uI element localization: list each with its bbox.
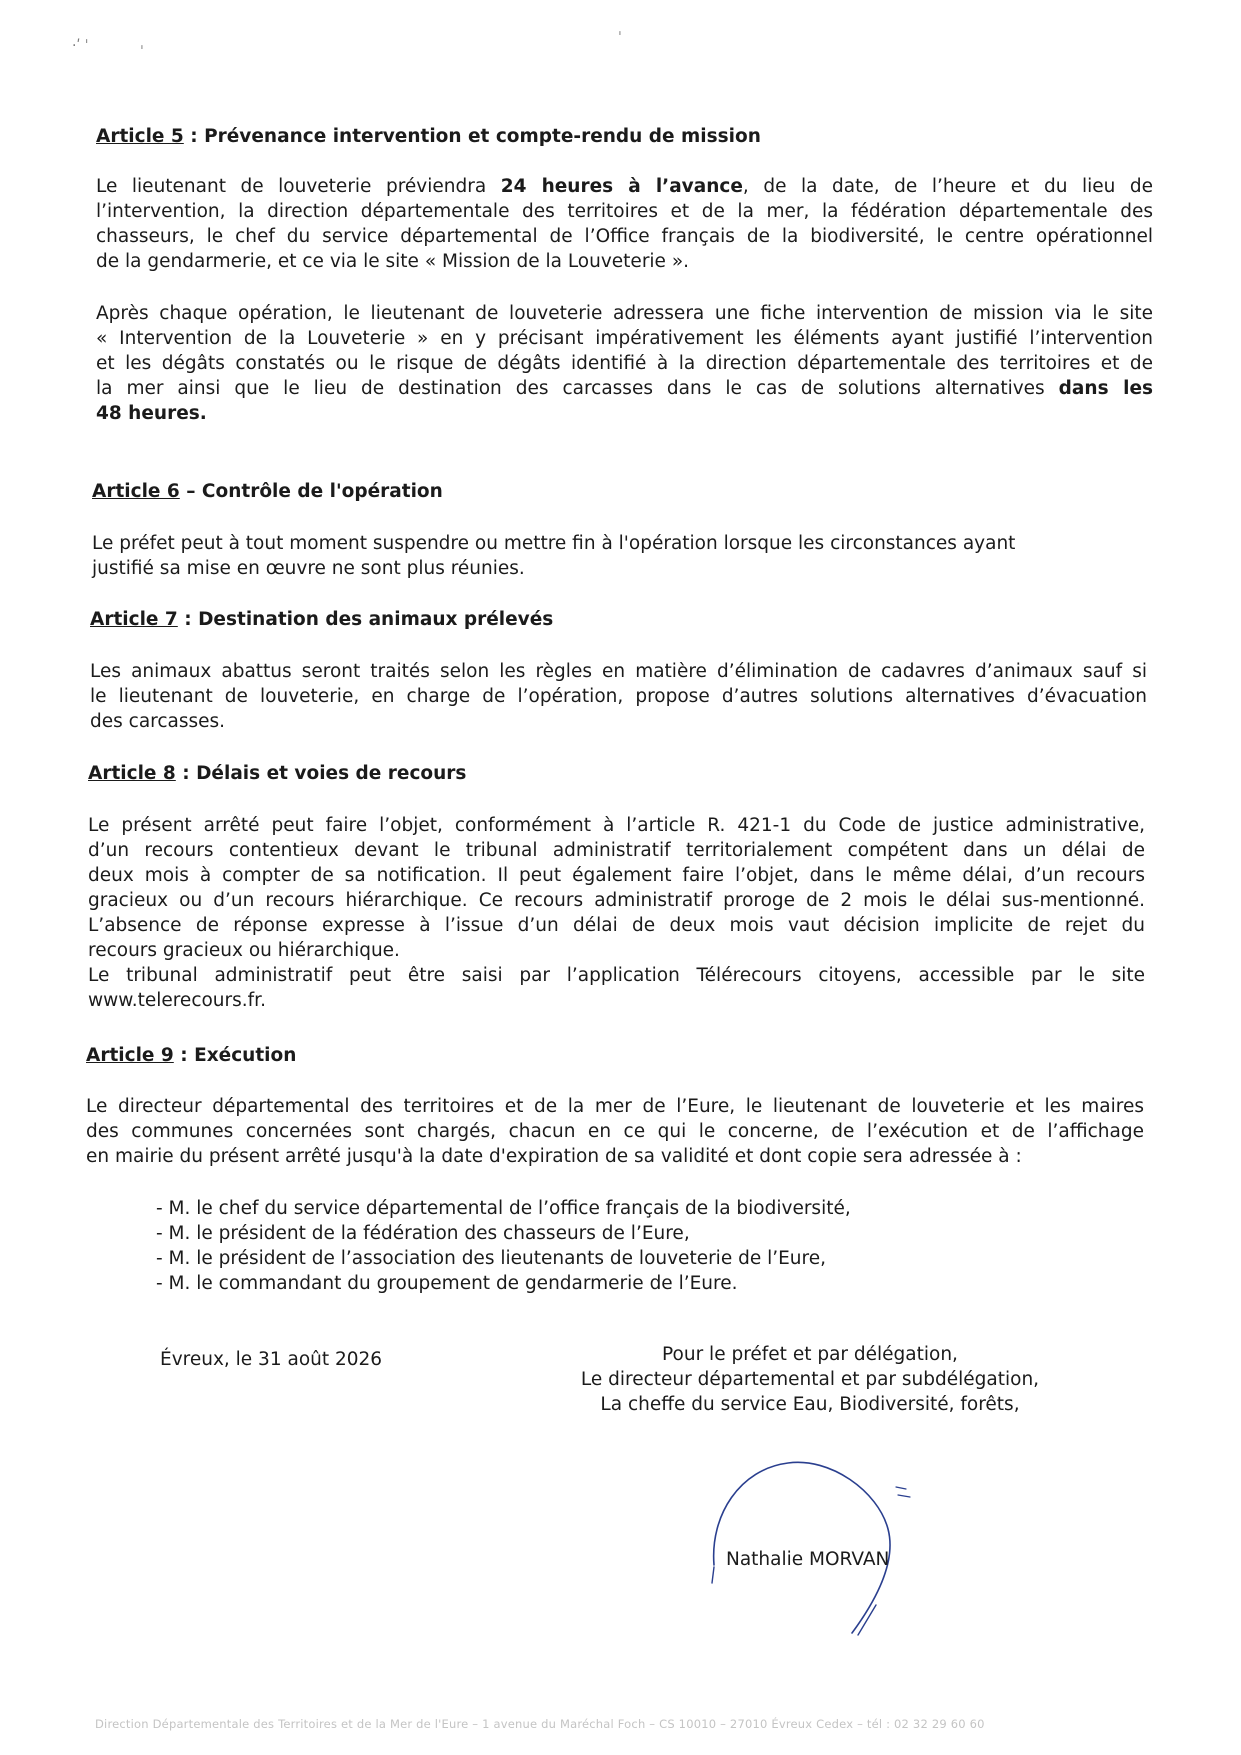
text-line: et les dégâts constatés ou le risque de dégâts identifié à la direction départementale des territoires et de [96, 353, 1153, 374]
signatory-name: Nathalie MORVAN [726, 1549, 890, 1570]
text-line: gracieux ou d’un recours hiérarchique. Ce recours administratif proroge de 2 mois le délai sus-mentionné. [88, 890, 1145, 911]
article-title: – Contrôle de l'opération [179, 481, 443, 502]
text-line: www.telerecours.fr. [88, 990, 266, 1011]
article-title: : Prévenance intervention et compte-rendu de mission [183, 126, 761, 147]
article-5-paragraph-1 [96, 174, 1153, 274]
article-label: Article 6 [92, 481, 180, 502]
list-item: - M. le président de la fédération des chasseurs de l’Eure, [156, 1223, 690, 1244]
article-9-heading [86, 1043, 296, 1068]
delegation-line: Le directeur départemental et par subdélégation, [580, 1369, 1040, 1390]
text-line: Les animaux abattus seront traités selon les règles en matière d’élimination de cadavres d’animaux sauf si [90, 661, 1147, 682]
text-line: « Intervention de la Louveterie » en y précisant impérativement les éléments ayant justifié l’intervention [96, 328, 1153, 349]
article-label: Article 5 [96, 126, 184, 147]
text-line: Le présent arrêté peut faire l’objet, conformément à l’article R. 421-1 du Code de justice administrative, [88, 815, 1145, 836]
article-label: Article 7 [90, 609, 178, 630]
text-line: le lieutenant de louveterie, en charge de l’opération, propose d’autres solutions alternatives d’évacuation [90, 686, 1147, 707]
page-footer: Direction Départementale des Territoires et de la Mer de l'Eure – 1 avenue du Maréchal Foch – CS 10010 – 27010 Évreux Cedex – tél : 02 32 29 60 60 [95, 1717, 985, 1731]
list-item: - M. le président de l’association des lieutenants de louveterie de l’Eure, [156, 1248, 826, 1269]
delegation-block [560, 1342, 1060, 1417]
article-title: : Destination des animaux prélevés [177, 609, 554, 630]
list-item: - M. le commandant du groupement de gendarmerie de l’Eure. [156, 1273, 738, 1294]
text-line: de la gendarmerie, et ce via le site « Mission de la Louveterie ». [96, 251, 690, 272]
delegation-line: La cheffe du service Eau, Biodiversité, forêts, [600, 1394, 1020, 1415]
text-line: Le lieutenant de louveterie préviendra 24 heures à l’avance, de la date, de l’heure et du lieu de [96, 176, 1154, 197]
text-line: L’absence de réponse expresse à l’issue d’un délai de deux mois vaut décision implicite de rejet du [88, 915, 1145, 936]
article-7-paragraph [90, 659, 1147, 734]
article-7-heading [90, 607, 553, 632]
text-line: chasseurs, le chef du service départemental de l’Office français de la biodiversité, le centre opérationnel [96, 226, 1153, 247]
text-line: d’un recours contentieux devant le tribunal administratif territorialement compétent dans un délai de [88, 840, 1145, 861]
text-line: justifié sa mise en œuvre ne sont plus réunies. [92, 558, 525, 579]
text-line: l’intervention, la direction départementale des territoires et de la mer, la fédération départementale des [96, 201, 1153, 222]
article-9-paragraph [86, 1094, 1144, 1169]
text-line: en mairie du présent arrêté jusqu'à la date d'expiration de sa validité et dont copie sera adressée à : [86, 1146, 1022, 1167]
text-line: Après chaque opération, le lieutenant de louveterie adressera une fiche intervention de mission via le site [96, 303, 1153, 324]
article-label: Article 9 [86, 1045, 174, 1066]
text-line: Le tribunal administratif peut être saisi par l’application Télérecours citoyens, accessible par le site [88, 965, 1145, 986]
article-8-paragraph [88, 813, 1145, 1013]
article-5-paragraph-2 [96, 301, 1153, 426]
text-line: des carcasses. [90, 711, 226, 732]
list-item: - M. le chef du service départemental de l’office français de la biodiversité, [156, 1198, 851, 1219]
text-line: Le directeur départemental des territoires et de la mer de l’Eure, le lieutenant de louveterie et les maires [86, 1096, 1144, 1117]
delegation-line: Pour le préfet et par délégation, [662, 1344, 958, 1365]
text-line: la mer ainsi que le lieu de destination des carcasses dans le cas de solutions alternatives dans les [96, 378, 1154, 399]
scan-mark: ˈ [140, 44, 144, 60]
text-line: deux mois à compter de sa notification. Il peut également faire l’objet, dans le même délai, d’un recours [88, 865, 1145, 886]
article-5-heading [96, 124, 761, 149]
article-label: Article 8 [88, 763, 176, 784]
text-line: Le préfet peut à tout moment suspendre ou mettre fin à l'opération lorsque les circonstances ayant [92, 533, 1016, 554]
article-title: : Délais et voies de recours [175, 763, 467, 784]
text-line: des communes concernées sont chargés, chacun en ce qui le concerne, de l’exécution et de l’affichage [86, 1121, 1144, 1142]
scan-mark: ˈ [618, 30, 622, 46]
scan-mark: ·ʹ ˈ [72, 38, 89, 54]
text-line: 48 heures. [96, 403, 207, 424]
article-title: : Exécution [173, 1045, 297, 1066]
text-line: recours gracieux ou hiérarchique. [88, 940, 400, 961]
article-8-heading [88, 761, 466, 786]
article-6-heading [92, 479, 443, 504]
article-6-paragraph [92, 531, 1092, 581]
place-date: Évreux, le 31 août 2026 [160, 1349, 383, 1370]
recipients-list [156, 1196, 851, 1296]
